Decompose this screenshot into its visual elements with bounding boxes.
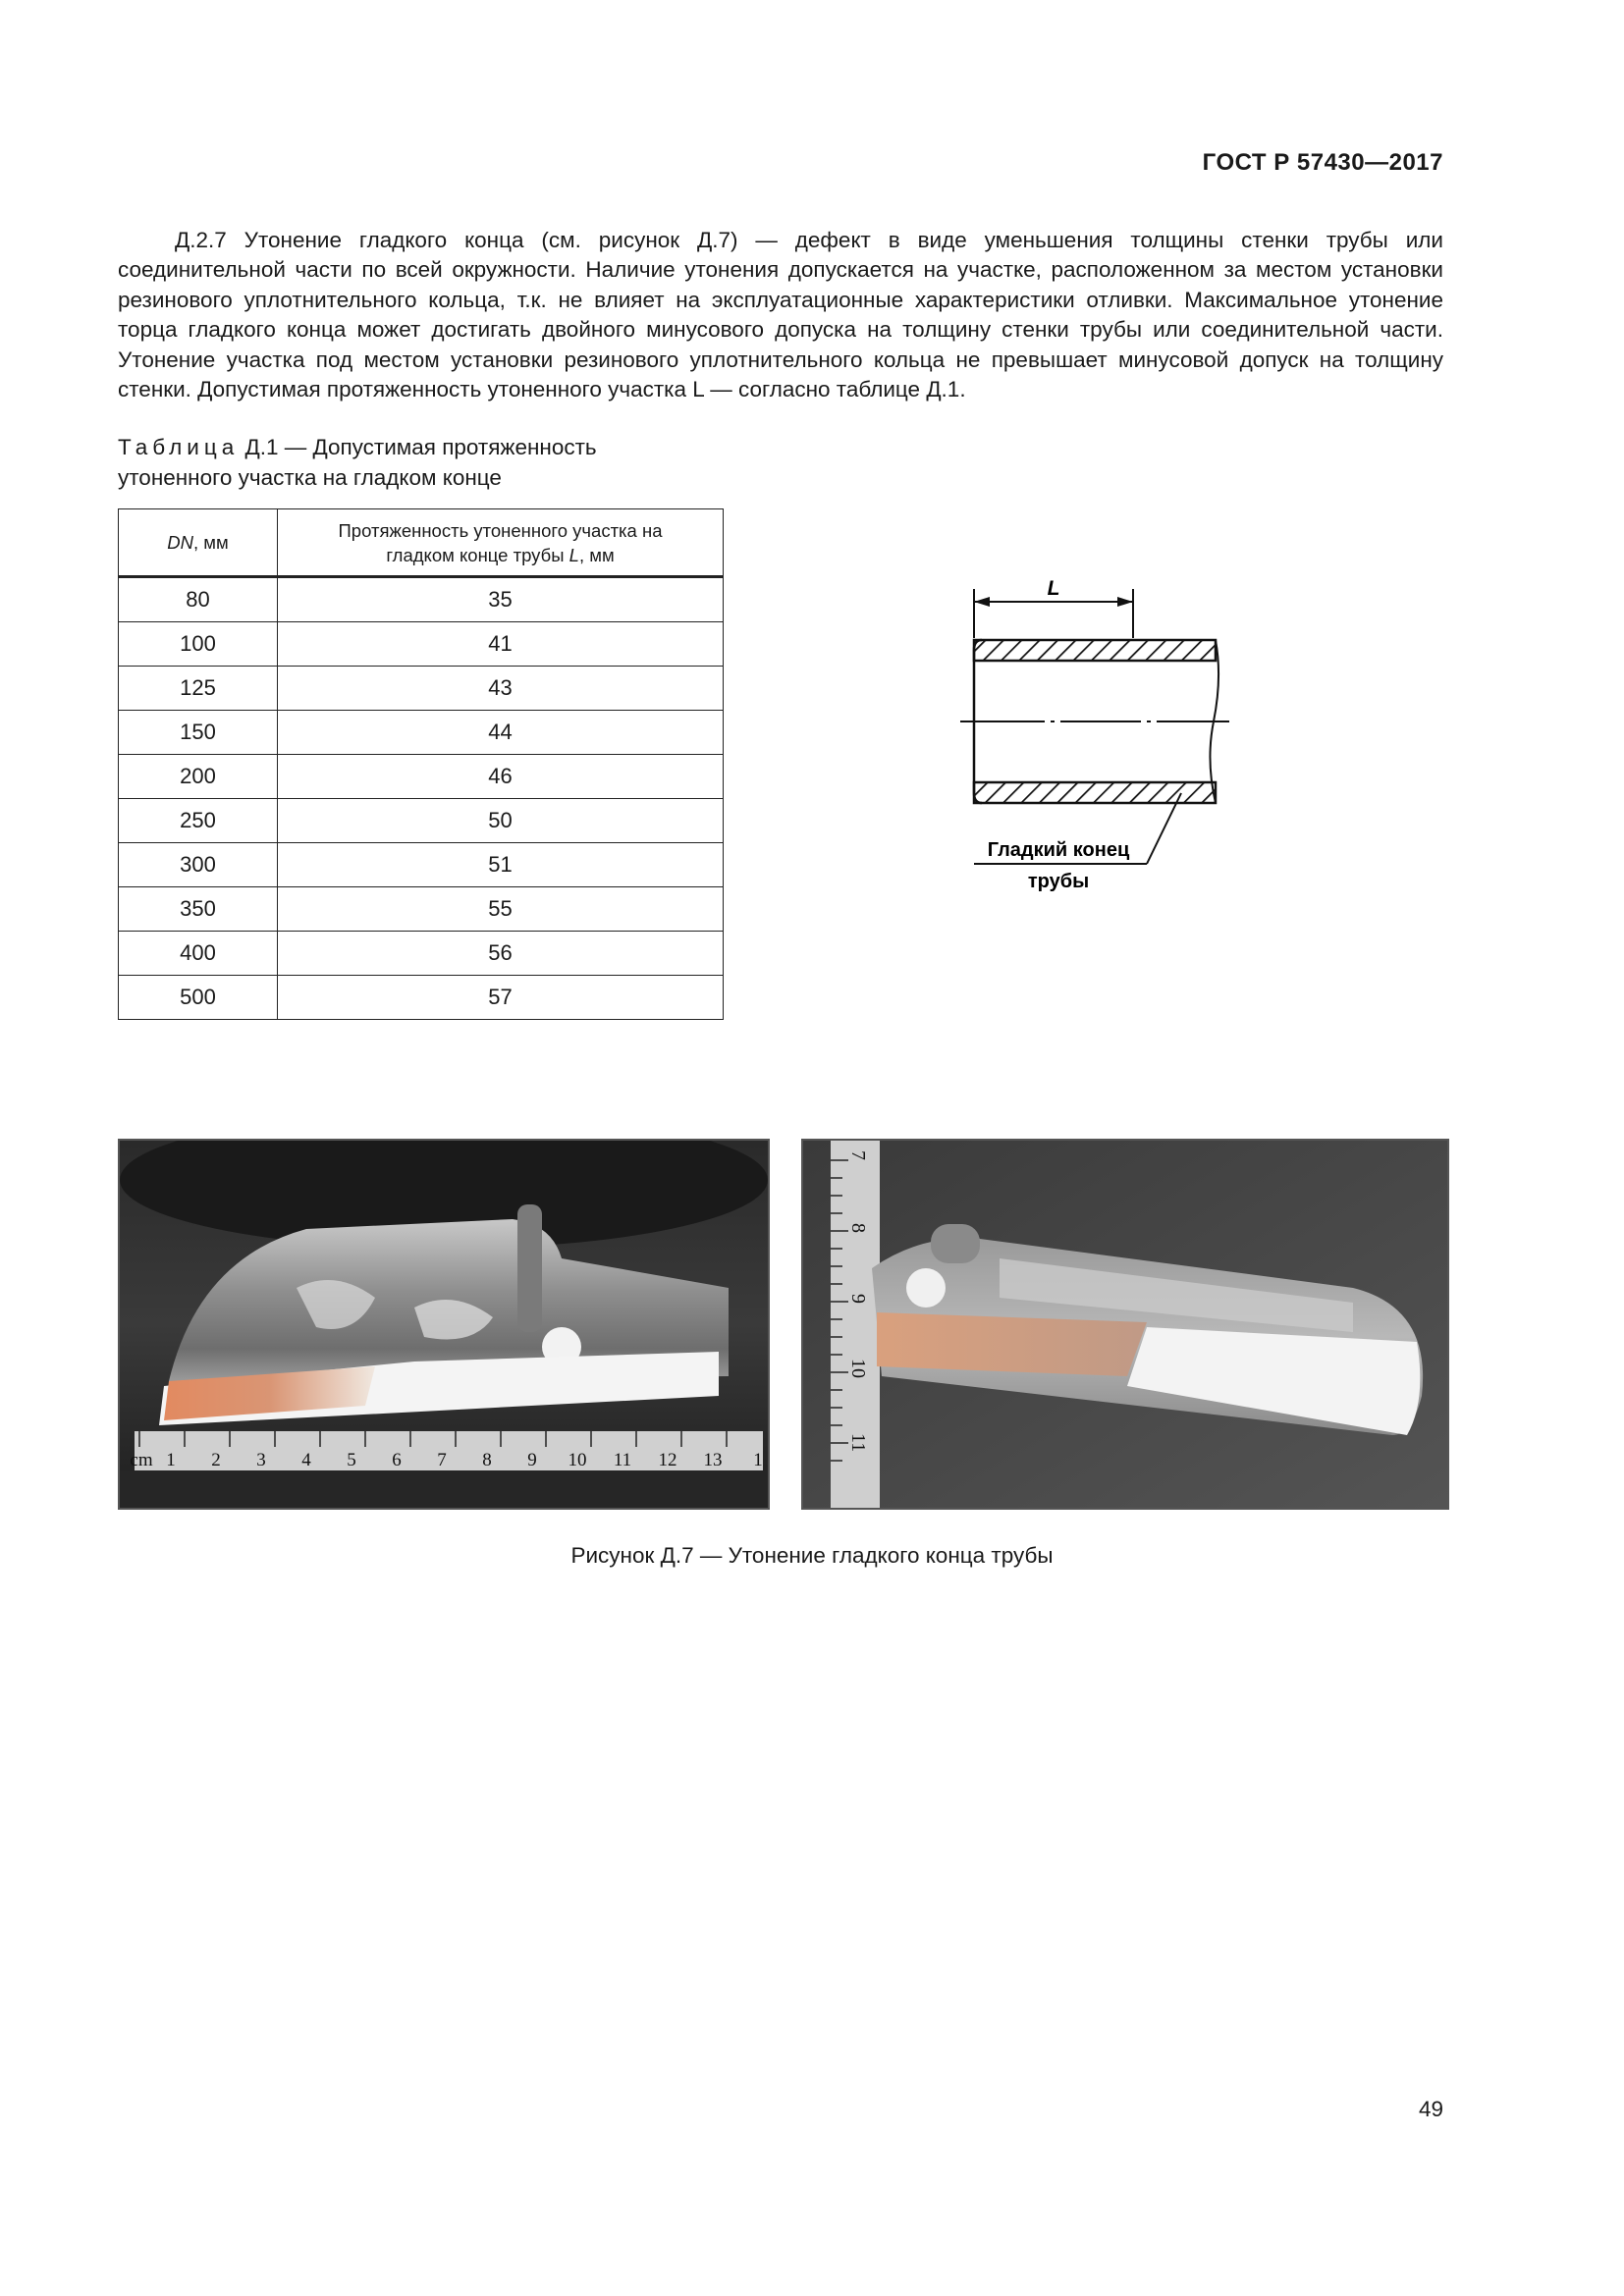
pipe-end-diagram xyxy=(943,564,1237,898)
cell-length: 50 xyxy=(278,799,724,843)
ruler-left-label-10: 10 xyxy=(568,1450,587,1470)
ruler-left-label-2: 2 xyxy=(211,1450,221,1470)
ruler-right-label-8: 8 xyxy=(847,1223,869,1233)
ruler-left-label-4: 4 xyxy=(301,1450,311,1470)
ruler-left-label-1: 1 xyxy=(166,1450,176,1470)
cell-dn: 150 xyxy=(119,711,278,755)
table-row xyxy=(119,755,724,799)
header-dn: DN, мм xyxy=(119,509,278,577)
cell-length: 55 xyxy=(278,887,724,932)
table-row xyxy=(119,976,724,1020)
table-row xyxy=(119,843,724,887)
cell-length: 57 xyxy=(278,976,724,1020)
cell-dn: 80 xyxy=(119,577,278,622)
ruler-left-label-12: 12 xyxy=(658,1450,677,1470)
cell-dn: 200 xyxy=(119,755,278,799)
ruler-right-label-9: 9 xyxy=(847,1294,869,1304)
figure-caption: Рисунок Д.7 — Утонение гладкого конца трубы xyxy=(570,1543,1054,1568)
page-number: 49 xyxy=(1418,2097,1443,2121)
ruler-left-label-5: 5 xyxy=(347,1450,356,1470)
cell-length: 56 xyxy=(278,932,724,976)
cell-length: 46 xyxy=(278,755,724,799)
table-row xyxy=(119,887,724,932)
ruler-right-label-7: 7 xyxy=(847,1150,869,1160)
clause-text: Д.2.7 Утонение гладкого конца (см. рисунок Д.7) — дефект в виде уменьшения толщины стенки трубы или соединительной части по всей окружности. Наличие утонения допускается на участке, расположенном за местом установки резинового уплотнительного кольца, т.к. не влияет на эксплуатационные характеристики отливки. Максимальное утонение торца гладкого конца может достигать двойного минусового допуска на толщину стенки трубы или соединительной части. Утонение участка под местом установки резинового уплотнительного кольца не превышает минусовой допуск на толщину стенки. Допустимая протяженность утоненного участка L — согласно таблице Д.1. xyxy=(118,228,1443,402)
dimension-label-l: L xyxy=(1047,577,1060,600)
table-row xyxy=(119,577,724,622)
photo-left-pipe-thinning xyxy=(118,1139,770,1510)
cell-length: 51 xyxy=(278,843,724,887)
photo-right-pipe-thinning xyxy=(801,1139,1449,1510)
ruler-left-label-6: 6 xyxy=(392,1450,402,1470)
cell-dn: 350 xyxy=(119,887,278,932)
header-length: Протяженность утоненного участка на гладком конце трубы L, мм xyxy=(278,509,724,577)
ruler-left-label-cm: cm xyxy=(130,1450,153,1470)
table-label: Таблица xyxy=(118,435,240,459)
table-title xyxy=(118,432,707,493)
table-title-line2: утоненного участка на гладком конце xyxy=(118,465,502,490)
cell-length: 35 xyxy=(278,577,724,622)
table-title-text: Д.1 — Допустимая протяженность xyxy=(239,435,597,459)
ruler-left-label-7: 7 xyxy=(437,1450,447,1470)
thinning-length-table xyxy=(118,508,724,1020)
ruler-left-label-8: 8 xyxy=(482,1450,492,1470)
cell-dn: 400 xyxy=(119,932,278,976)
document-code-header: ГОСТ Р 57430—2017 xyxy=(1202,149,1443,176)
photo-left-image xyxy=(120,1141,768,1508)
cell-dn: 300 xyxy=(119,843,278,887)
cell-dn: 500 xyxy=(119,976,278,1020)
table-row xyxy=(119,711,724,755)
ruler-right-label-10: 10 xyxy=(847,1359,869,1378)
table-row xyxy=(119,932,724,976)
table-header-row xyxy=(119,509,724,577)
ruler-left-label-3: 3 xyxy=(256,1450,266,1470)
cell-dn: 250 xyxy=(119,799,278,843)
ruler-left-label-13: 13 xyxy=(703,1450,723,1470)
cell-length: 41 xyxy=(278,622,724,667)
ruler-left-label-14: 1 xyxy=(753,1450,763,1470)
table-row xyxy=(119,667,724,711)
table-row xyxy=(119,799,724,843)
clause-d-2-7 xyxy=(118,226,1443,404)
table-row xyxy=(119,622,724,667)
ruler-left-label-9: 9 xyxy=(527,1450,537,1470)
ruler-left-label-11: 11 xyxy=(613,1450,632,1470)
callout-smooth-end-line2: трубы xyxy=(1027,871,1090,892)
callout-smooth-end-line1: Гладкий конец xyxy=(987,839,1130,861)
ruler-right-label-11: 11 xyxy=(847,1433,869,1453)
photo-right-image xyxy=(803,1141,1447,1508)
cell-length: 43 xyxy=(278,667,724,711)
cell-dn: 100 xyxy=(119,622,278,667)
cell-dn: 125 xyxy=(119,667,278,711)
cell-length: 44 xyxy=(278,711,724,755)
